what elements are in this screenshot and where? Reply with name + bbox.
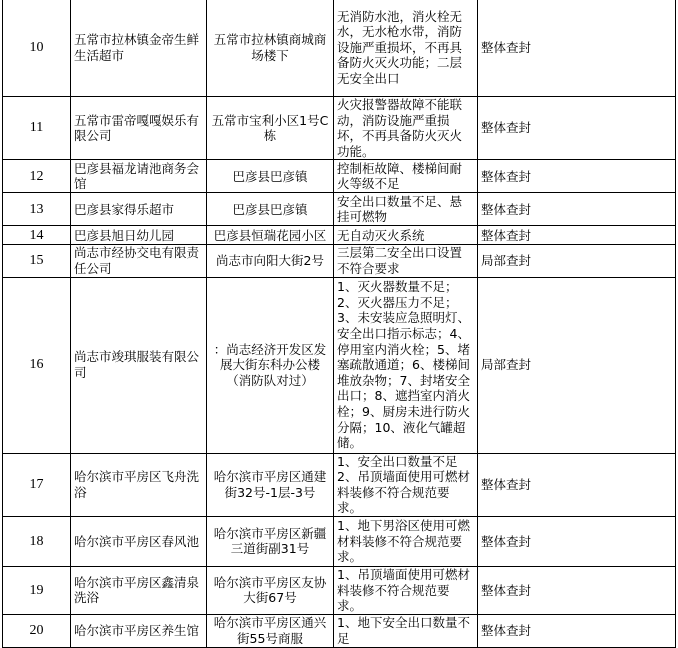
- unit-address: 五常市宝利小区1号C栋: [207, 97, 334, 160]
- unit-address: 巴彦县恒瑞花园小区: [207, 226, 334, 245]
- row-number: 16: [3, 277, 71, 453]
- hazard-description: 无自动灭火系统: [334, 226, 478, 245]
- table-row: [3, 160, 676, 193]
- unit-name: 巴彦县福龙请池商务会馆: [71, 160, 207, 193]
- unit-name: 巴彦县家得乐超市: [71, 193, 207, 226]
- unit-name: 巴彦县旭日幼儿园: [71, 226, 207, 245]
- action-taken: 整体查封: [478, 160, 676, 193]
- unit-address: 哈尔滨市平房区新疆三道街副31号: [207, 516, 334, 566]
- hazard-description: 1、地下男浴区使用可燃材料装修不符合规范要求。: [334, 516, 478, 566]
- hazard-description: 控制柜故障、楼梯间耐火等级不足: [334, 160, 478, 193]
- hazard-description: 1、吊顶墙面使用可燃材料装修不符合规范要求。: [334, 566, 478, 614]
- action-taken: 局部查封: [478, 245, 676, 277]
- row-number: 11: [3, 97, 71, 160]
- unit-address: 尚志市向阳大街2号: [207, 245, 334, 277]
- table-row: [3, 245, 676, 277]
- unit-name: 哈尔滨市平房区春风池: [71, 516, 207, 566]
- row-number: 10: [3, 0, 71, 97]
- action-taken: 整体查封: [478, 0, 676, 97]
- hazard-description: 安全出口数量不足、悬挂可燃物: [334, 193, 478, 226]
- action-taken: 局部查封: [478, 277, 676, 453]
- unit-name: 尚志市经协交电有限责任公司: [71, 245, 207, 277]
- table-row: [3, 193, 676, 226]
- unit-address: 巴彦县巴彦镇: [207, 160, 334, 193]
- hazard-description: 三层第二安全出口设置不符合要求: [334, 245, 478, 277]
- action-taken: 整体查封: [478, 516, 676, 566]
- action-taken: 整体查封: [478, 614, 676, 647]
- table-row: [3, 97, 676, 160]
- unit-address: ：尚志经济开发区发展大街东科办公楼（消防队对过）: [207, 277, 334, 453]
- unit-name: 哈尔滨市平房区飞舟洗浴: [71, 453, 207, 516]
- unit-name: 五常市雷帝嘎嘎娱乐有限公司: [71, 97, 207, 160]
- row-number: 15: [3, 245, 71, 277]
- action-taken: 整体查封: [478, 566, 676, 614]
- row-number: 13: [3, 193, 71, 226]
- action-taken: 整体查封: [478, 193, 676, 226]
- action-taken: 整体查封: [478, 226, 676, 245]
- table-row: [3, 277, 676, 453]
- table-row: [3, 614, 676, 647]
- unit-address: 巴彦县巴彦镇: [207, 193, 334, 226]
- row-number: 14: [3, 226, 71, 245]
- table-row: [3, 226, 676, 245]
- unit-name: 哈尔滨市平房区鑫清泉洗浴: [71, 566, 207, 614]
- row-number: 20: [3, 614, 71, 647]
- unit-name: 哈尔滨市平房区养生馆: [71, 614, 207, 647]
- hazard-description: 1、安全出口数量不足2、吊顶墙面使用可燃材料装修不符合规范要求。: [334, 453, 478, 516]
- table-row: [3, 453, 676, 516]
- hazard-description: 1、灭火器数量不足；2、灭火器压力不足；3、未安装应急照明灯、安全出口指示标志；4、停用室内消火栓；5、堵塞疏散通道；6、楼梯间堆放杂物；7、封堵安全出口；8、遮挡室内消火栓；9、厨房未进行防火分隔；10、液化气罐超储。: [334, 277, 478, 453]
- table-row: [3, 516, 676, 566]
- table-row: [3, 566, 676, 614]
- row-number: 19: [3, 566, 71, 614]
- hazard-description: 火灾报警器故障不能联动，消防设施严重损坏，不再具备防火灭火功能。: [334, 97, 478, 160]
- hazard-description: 无消防水池，消火栓无水，无水枪水带，消防设施严重损坏，不再具备防火灭火功能；二层无安全出口: [334, 0, 478, 97]
- action-taken: 整体查封: [478, 453, 676, 516]
- unit-name: 尚志市竣琪服装有限公司: [71, 277, 207, 453]
- row-number: 17: [3, 453, 71, 516]
- inspection-table: [2, 0, 676, 648]
- hazard-description: 1、地下安全出口数量不足: [334, 614, 478, 647]
- unit-address: 哈尔滨市平房区通兴街55号商服: [207, 614, 334, 647]
- action-taken: 整体查封: [478, 97, 676, 160]
- unit-address: 哈尔滨市平房区友协大街67号: [207, 566, 334, 614]
- row-number: 18: [3, 516, 71, 566]
- row-number: 12: [3, 160, 71, 193]
- unit-name: 五常市拉林镇金帝生鲜生活超市: [71, 0, 207, 97]
- unit-address: 哈尔滨市平房区通建街32号-1层-3号: [207, 453, 334, 516]
- unit-address: 五常市拉林镇商城商场楼下: [207, 0, 334, 97]
- table-row: [3, 0, 676, 97]
